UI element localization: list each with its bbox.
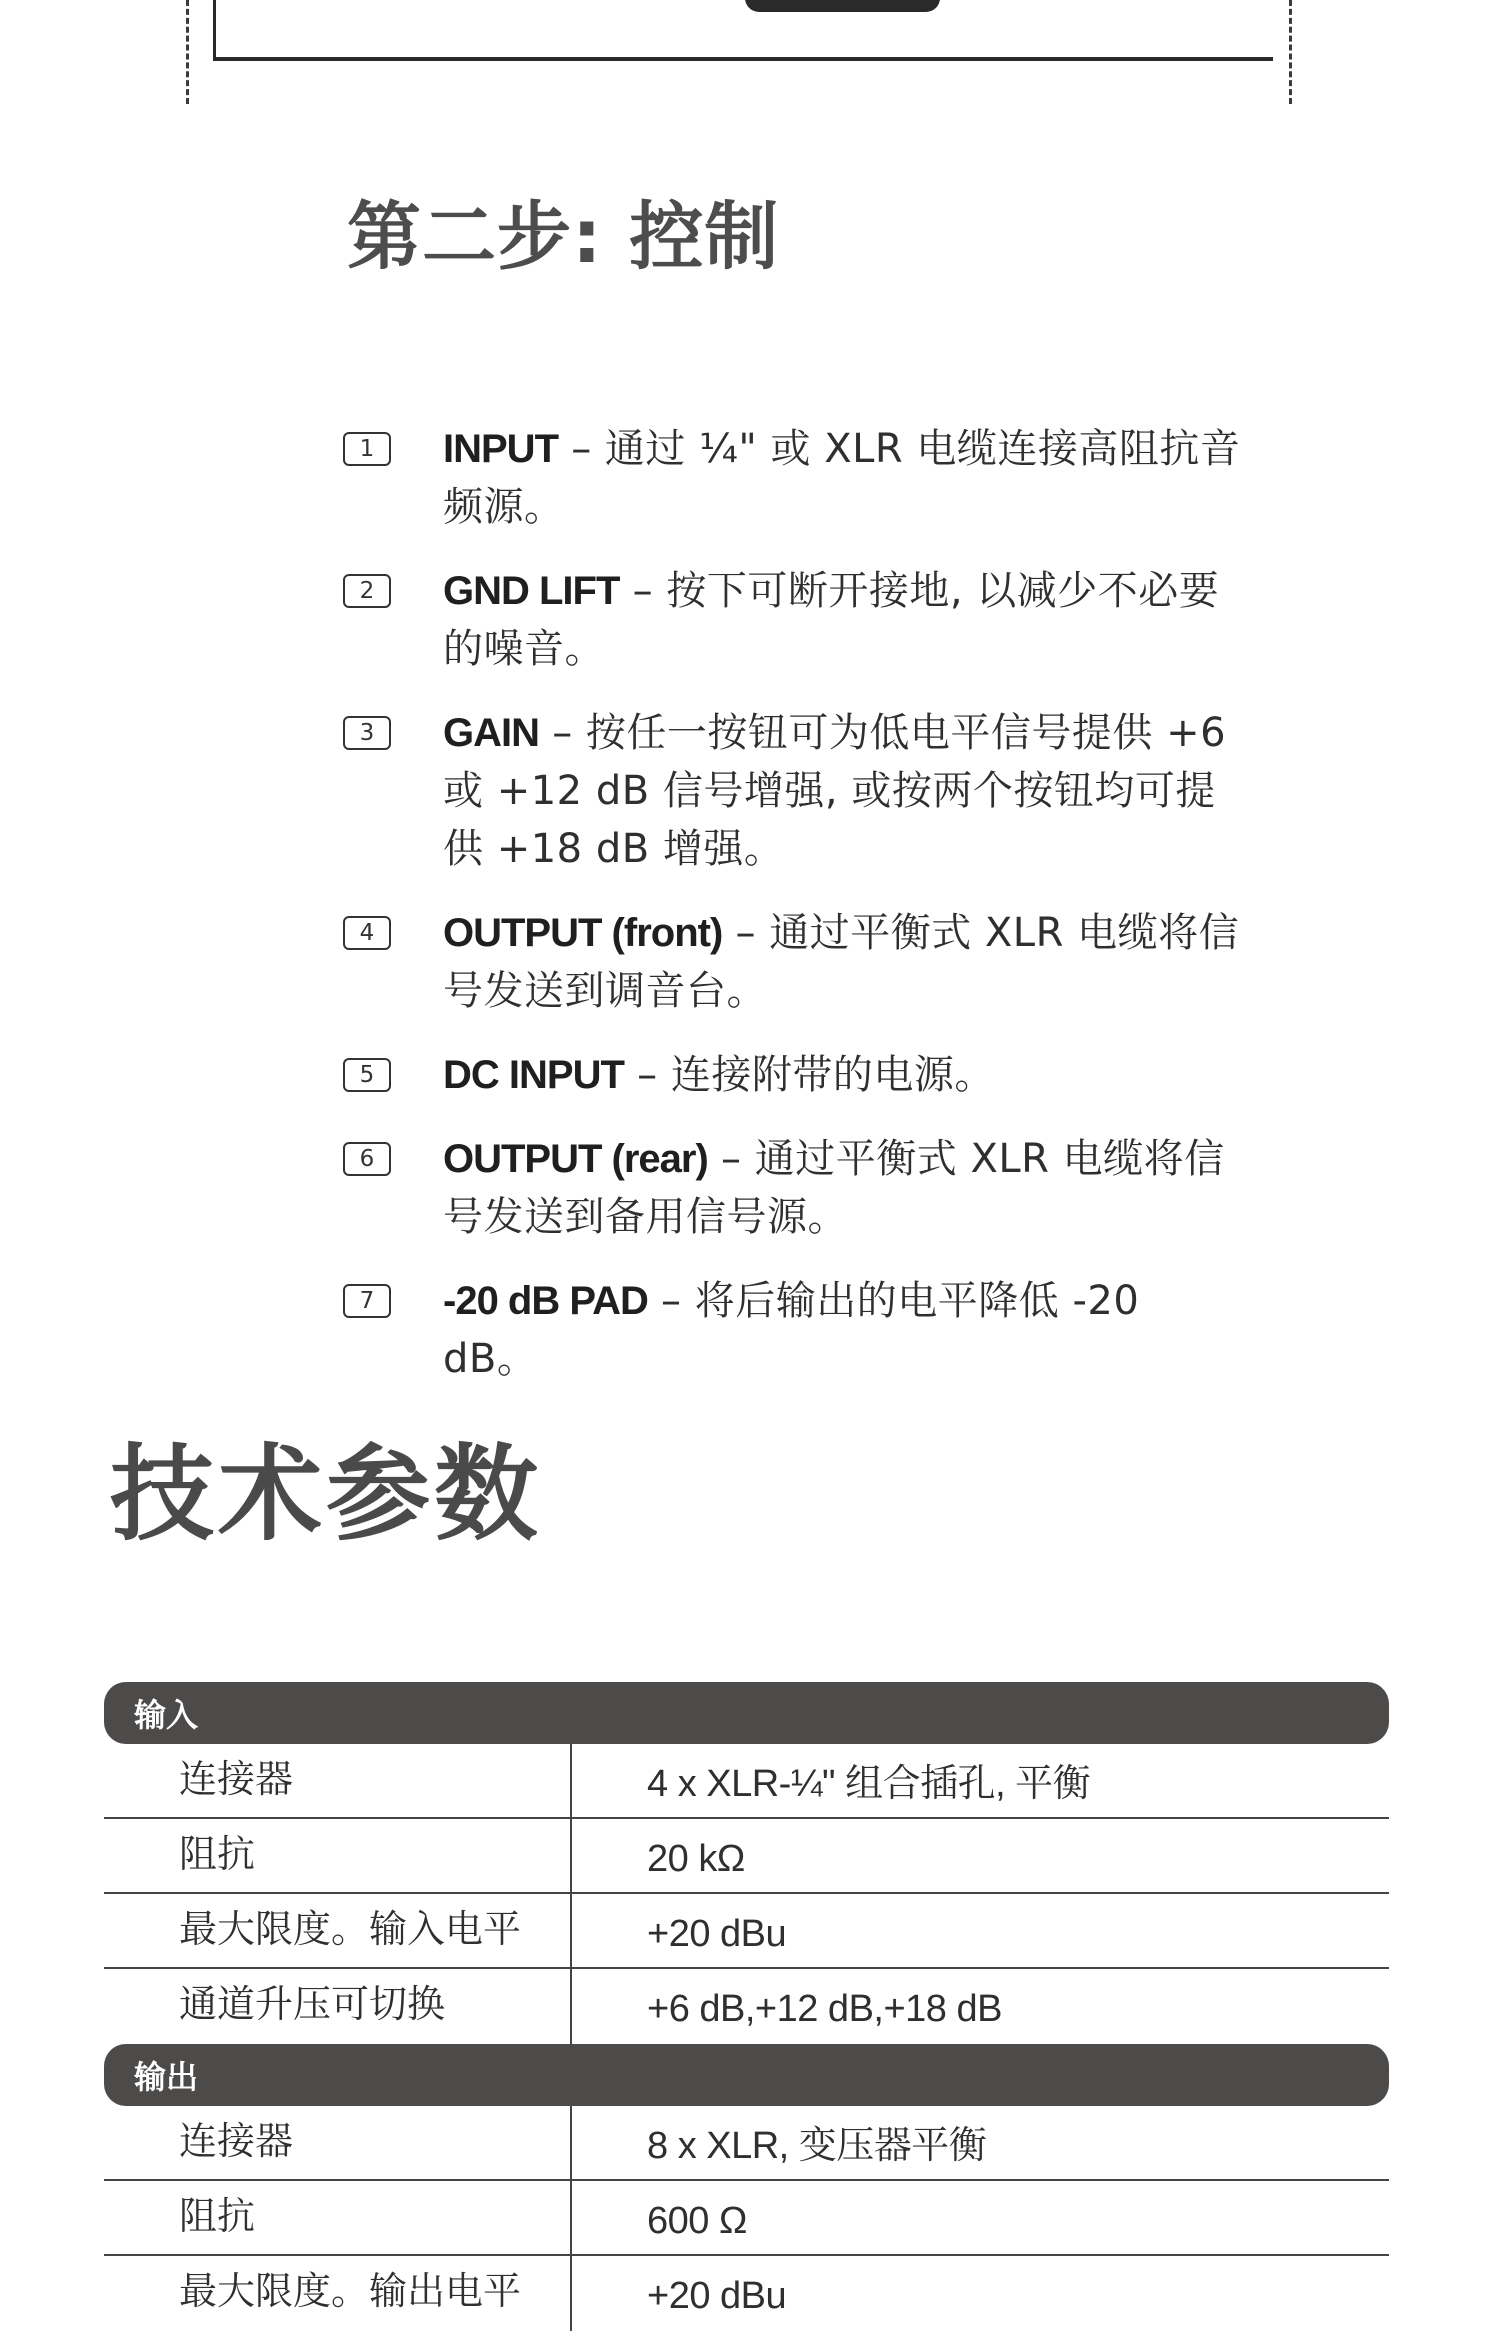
table-row <box>104 1969 1389 2044</box>
spec-value: +6 dB,+12 dB,+18 dB <box>647 1988 1002 2030</box>
spec-value: 8 x XLR, 变压器平衡 <box>647 2125 987 2167</box>
table-row <box>104 2181 1389 2256</box>
item-number-badge: 5 <box>343 1058 391 1092</box>
item-description: – 按任一按钮可为低电平信号提供 +6 或 +12 dB 信号增强, 或按两个按钮均可提供 +18 dB 增强。 <box>443 710 1227 872</box>
item-description: – 通过 ¼" 或 XLR 电缆连接高阻抗音频源。 <box>443 426 1241 530</box>
item-description: – 连接附带的电源。 <box>623 1052 995 1098</box>
item-title: GND LIFT <box>443 569 620 613</box>
section-header-output: 输出 <box>104 2044 1389 2106</box>
spec-label: 最大限度。输出电平 <box>104 2256 572 2331</box>
spec-label: 连接器 <box>104 1744 572 1817</box>
item-description: – 通过平衡式 XLR 电缆将信号发送到调音台。 <box>443 910 1240 1014</box>
spec-value: +20 dBu <box>647 2275 787 2317</box>
spec-label: 连接器 <box>104 2106 572 2179</box>
spec-value: 4 x XLR-¼" 组合插孔, 平衡 <box>647 1763 1091 1805</box>
spec-value: 600 Ω <box>647 2200 747 2242</box>
table-row <box>104 2256 1389 2331</box>
item-title: OUTPUT (rear) <box>443 1137 708 1181</box>
step-heading: 第二步: 控制 <box>347 194 780 280</box>
item-title: OUTPUT (front) <box>443 911 723 955</box>
item-text <box>443 1130 1243 1246</box>
table-row <box>104 1819 1389 1894</box>
top-frame-fragment <box>0 0 1500 110</box>
item-number-badge: 1 <box>343 432 391 466</box>
item-description: – 按下可断开接地, 以减少不必要的噪音。 <box>443 568 1220 672</box>
item-text <box>443 1046 1243 1104</box>
item-number-badge: 2 <box>343 574 391 608</box>
item-text <box>443 904 1243 1020</box>
item-number-badge: 3 <box>343 716 391 750</box>
control-item <box>343 1046 1243 1104</box>
cut-line-left <box>186 0 189 104</box>
item-description: – 将后输出的电平降低 -20 dB。 <box>443 1278 1140 1382</box>
section-header-input: 输入 <box>104 1682 1389 1744</box>
control-item <box>343 1272 1243 1388</box>
item-title: DC INPUT <box>443 1053 624 1097</box>
item-number-badge: 4 <box>343 916 391 950</box>
controls-list <box>343 420 1243 1414</box>
cut-line-right <box>1289 0 1292 104</box>
item-title: GAIN <box>443 711 539 755</box>
spec-label: 阻抗 <box>104 1819 572 1892</box>
control-item <box>343 420 1243 536</box>
table-row <box>104 1894 1389 1969</box>
table-row <box>104 1744 1389 1819</box>
spec-value: +20 dBu <box>647 1913 787 1955</box>
spec-label: 最大限度。输入电平 <box>104 1894 572 1967</box>
item-number-badge: 7 <box>343 1284 391 1318</box>
control-item <box>343 904 1243 1020</box>
item-text <box>443 562 1243 678</box>
spec-label: 阻抗 <box>104 2181 572 2254</box>
item-title: INPUT <box>443 427 558 471</box>
item-text <box>443 1272 1243 1388</box>
item-title: -20 dB PAD <box>443 1279 648 1323</box>
table-row <box>104 2106 1389 2181</box>
frame-bottom-rule <box>213 57 1273 61</box>
control-item <box>343 704 1243 878</box>
spec-value: 20 kΩ <box>647 1838 745 1880</box>
item-description: – 通过平衡式 XLR 电缆将信号发送到备用信号源。 <box>443 1136 1225 1240</box>
item-text <box>443 420 1243 536</box>
frame-edge <box>213 0 216 60</box>
control-item <box>343 1130 1243 1246</box>
specs-table <box>104 1682 1389 2331</box>
item-text <box>443 704 1243 878</box>
item-number-badge: 6 <box>343 1142 391 1176</box>
specs-heading: 技术参数 <box>110 1433 543 1555</box>
cropped-label-pill <box>745 0 940 12</box>
control-item <box>343 562 1243 678</box>
spec-label: 通道升压可切换 <box>104 1969 572 2044</box>
